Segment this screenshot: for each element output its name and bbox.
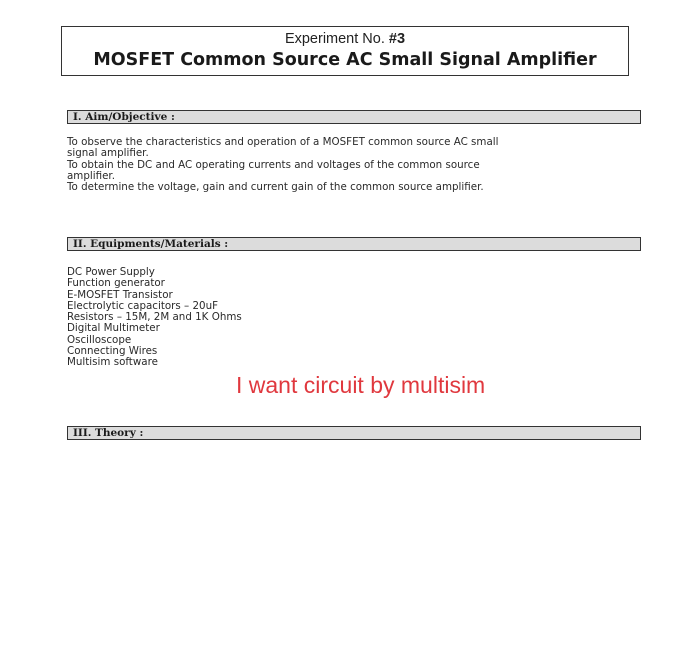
- equipment-item: Multisim software: [67, 356, 158, 369]
- equipment-item: E-MOSFET Transistor: [67, 288, 173, 301]
- equipment-item: Connecting Wires: [67, 345, 158, 358]
- equipment-item: Oscilloscope: [67, 333, 132, 346]
- section-header-equipments: II. Equipments/Materials :: [67, 237, 641, 251]
- experiment-title-box: [61, 26, 629, 76]
- equipments-list: [67, 267, 647, 369]
- section-header-theory: III. Theory :: [67, 426, 641, 440]
- aim-line: amplifier.: [67, 169, 115, 182]
- experiment-title: MOSFET Common Source AC Small Signal Amplifier: [93, 50, 597, 70]
- equipment-item: Digital Multimeter: [67, 322, 160, 335]
- aim-line: signal amplifier.: [67, 147, 149, 160]
- handwritten-request-annotation: I want circuit by multisim: [236, 372, 486, 398]
- equipment-item: Function generator: [67, 277, 165, 290]
- aim-line: To obtain the DC and AC operating currents and voltages of the common source: [67, 158, 480, 171]
- aim-line: To determine the voltage, gain and current gain of the common source amplifier.: [67, 181, 484, 194]
- experiment-number: #3: [388, 31, 406, 47]
- equipment-item: Electrolytic capacitors – 20uF: [67, 299, 219, 312]
- experiment-prefix: Experiment No.: [284, 31, 389, 47]
- equipment-item: DC Power Supply: [67, 266, 155, 278]
- experiment-number-line: [62, 31, 628, 48]
- aim-text: [67, 137, 647, 193]
- aim-line: To observe the characteristics and operation of a MOSFET common source AC small: [67, 136, 499, 148]
- section-header-aim: I. Aim/Objective :: [67, 110, 641, 124]
- equipment-item: Resistors – 15M, 2M and 1K Ohms: [67, 311, 242, 324]
